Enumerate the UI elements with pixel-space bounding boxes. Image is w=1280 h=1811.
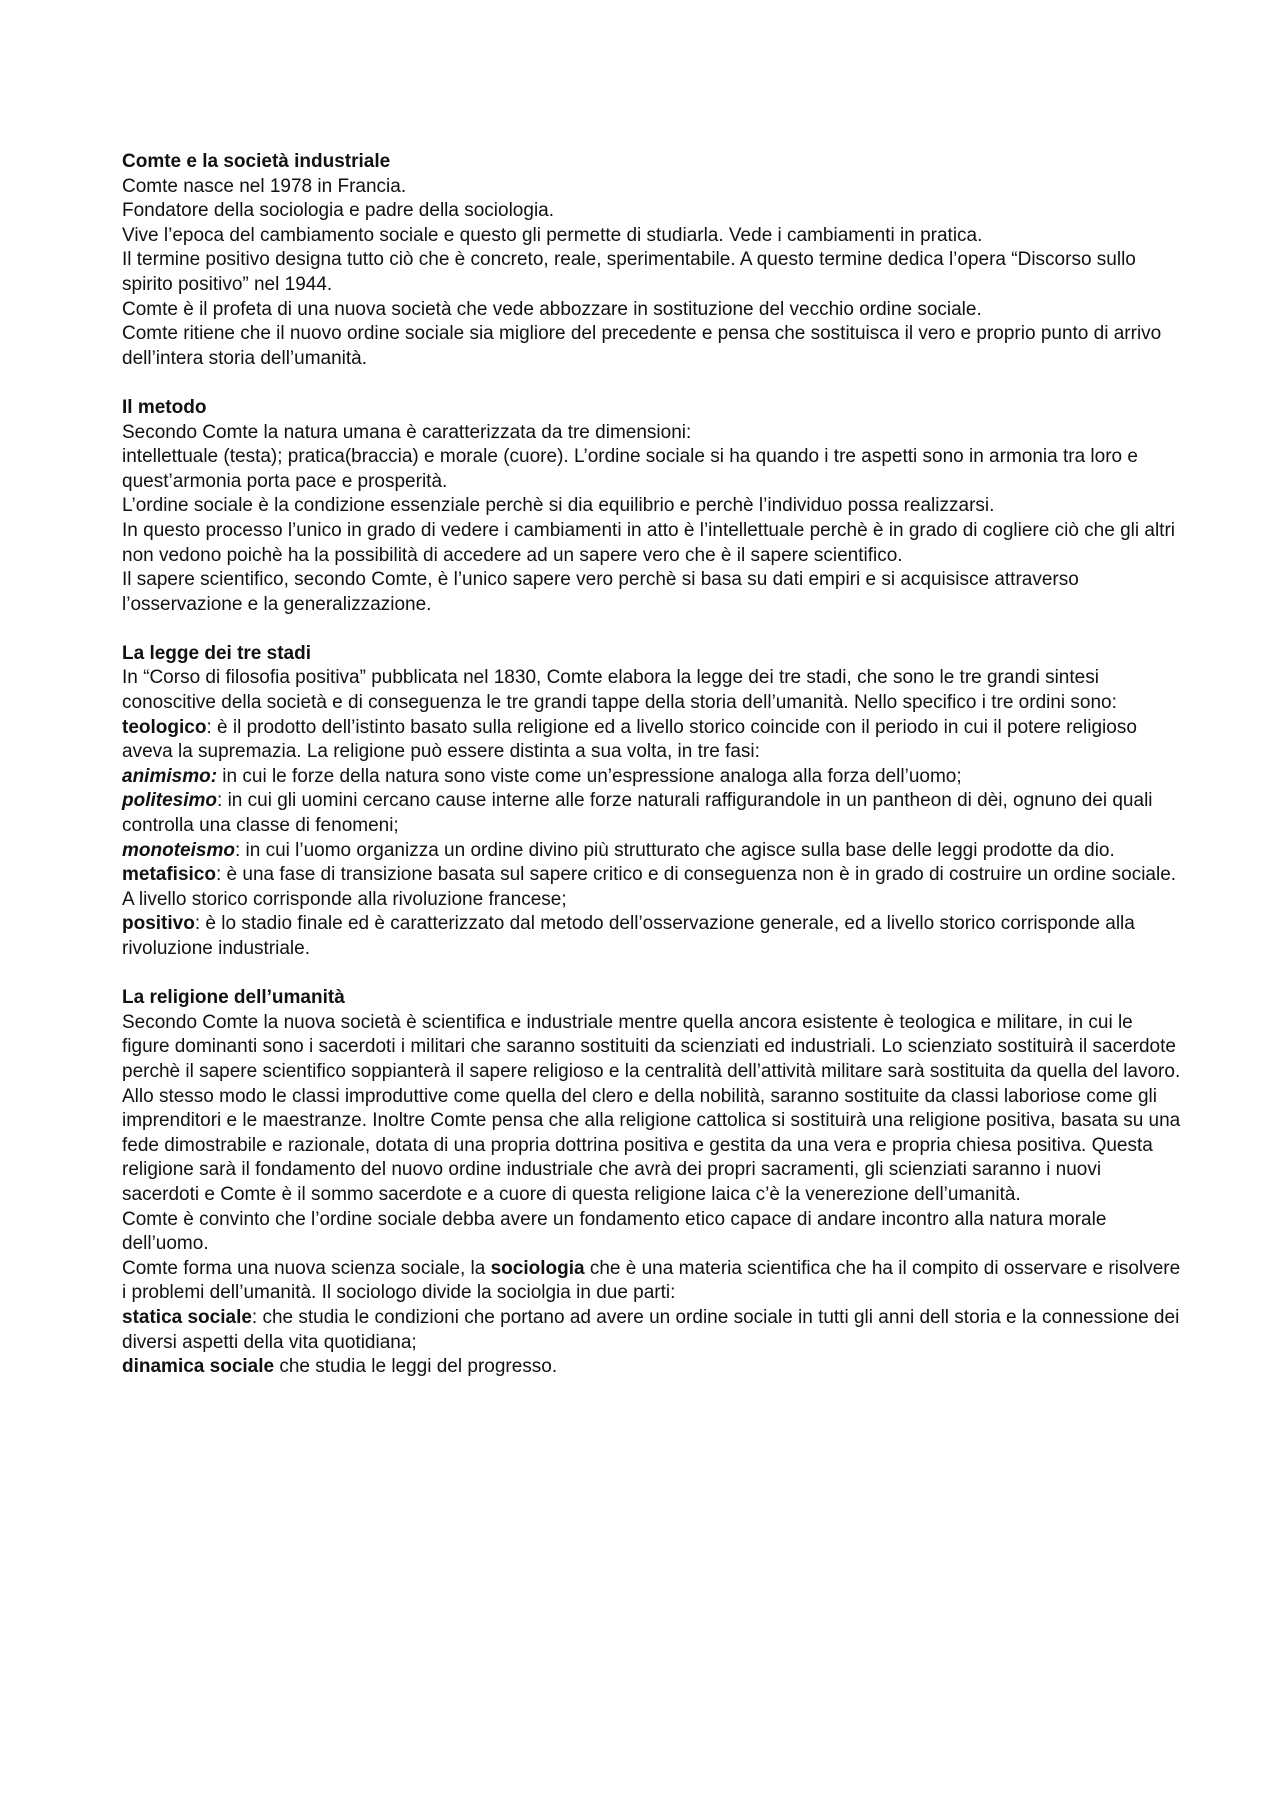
- paragraph-monoteismo: [122, 839, 1182, 864]
- term-description: che studia le leggi del progresso.: [274, 1356, 558, 1378]
- term-description: : è una fase di transizione basata sul sapere critico e di conseguenza non è in grado di costruire un ordine sociale. A livello storico corrisponde alla rivoluzione francese;: [122, 864, 1177, 910]
- paragraph-politesimo: [122, 789, 1182, 838]
- paragraph: Secondo Comte la nuova società è scientifica e industriale mentre quella ancora esistente è teologica e militare, in cui le figure dominanti sono i sacerdoti i militari che saranno sostituiti da scienziati ed industriali. Lo scienziato sostituirà il sacerdote perchè il sapere scientifico soppianterà il sapere religioso e la centralità dell’attività militare sarà sostituita da quella del lavoro. Allo stesso modo le classi improduttive come quella del clero e della nobilità, saranno sostituite da classi laboriose come gli imprenditori e le maestranze. Inoltre Comte pensa che alla religione cattolica si sostituirà una religione positiva, basata su una fede dimostrabile e razionale, dotata di una propria dottrina positiva e gestita da una vera e propria chiesa positiva. Questa religione sarà il fondamento del nuovo ordine industriale che avrà dei propri sacramenti, gli scienziati saranno i nuovi sacerdoti e Comte è il sommo sacerdote e a cuore di questa religione laica c’è la venerezione dell’umanità.: [122, 1011, 1181, 1205]
- paragraph: Vive l’epoca del cambiamento sociale e questo gli permette di studiarla. Vede i cambiamenti in pratica.: [122, 224, 983, 246]
- paragraph: L’ordine sociale è la condizione essenziale perchè si dia equilibrio e perchè l’individuo possa realizzarsi.: [122, 495, 995, 517]
- section-heading: La legge dei tre stadi: [122, 642, 311, 664]
- paragraph: In questo processo l’unico in grado di vedere i cambiamenti in atto è l’intellettuale perchè è in grado di cogliere ciò che gli altri non vedono poichè ha la possibilità di accedere ad un sapere vero che è il sapere scientifico.: [122, 519, 1175, 566]
- term-metafisico: metafisico: [122, 864, 216, 886]
- paragraph-dinamica-sociale: [122, 1355, 1182, 1380]
- paragraph: In “Corso di filosofia positiva” pubblicata nel 1830, Comte elabora la legge dei tre stadi, che sono le tre grandi sintesi conoscitive della società e di conseguenza le tre grandi tappe della storia dell’umanità. Nello specifico i tre ordini sono:: [122, 667, 1117, 714]
- paragraph: Comte ritiene che il nuovo ordine sociale sia migliore del precedente e pensa che sostituisca il vero e proprio punto di arrivo dell’intera storia dell’umanità.: [122, 323, 1162, 369]
- paragraph-statica-sociale: [122, 1306, 1182, 1355]
- term-description: : che studia le condizioni che portano ad avere un ordine sociale in tutti gli anni dell storia e la connessione dei diversi aspetti della vita quotidiana;: [122, 1306, 1180, 1353]
- paragraph: Comte è il profeta di una nuova società che vede abbozzare in sostituzione del vecchio ordine sociale.: [122, 298, 982, 320]
- paragraph: intellettuale (testa); pratica(braccia) e morale (cuore). L’ordine sociale si ha quando i tre aspetti sono in armonia tra loro e quest’armonia porta pace e prosperità.: [122, 446, 1138, 492]
- paragraph-animismo: [122, 765, 1182, 790]
- paragraph: Comte nasce nel 1978 in Francia.: [122, 175, 407, 197]
- term-description: : in cui gli uomini cercano cause interne alle forze naturali raffigurandole in un pantheon di dèi, ognuno dei quali controlla una classe di fenomeni;: [122, 790, 1153, 837]
- term-animismo: animismo:: [122, 765, 218, 787]
- section-heading: Il metodo: [122, 396, 207, 418]
- term-description: : è lo stadio finale ed è caratterizzato dal metodo dell’osservazione generale, ed a livello storico corrisponde alla rivoluzione industriale.: [122, 913, 1135, 959]
- section-il-metodo: [122, 396, 1182, 617]
- term-statica-sociale: statica sociale: [122, 1306, 252, 1328]
- term-dinamica-sociale: dinamica sociale: [122, 1356, 275, 1378]
- paragraph: Secondo Comte la natura umana è caratterizzata da tre dimensioni:: [122, 421, 692, 443]
- section-heading: La religione dell’umanità: [122, 987, 345, 1009]
- paragraph: Comte è convinto che l’ordine sociale debba avere un fondamento etico capace di andare incontro alla natura morale dell’uomo.: [122, 1208, 1107, 1255]
- term-teologico: teologico: [122, 716, 207, 738]
- term-sociologia: sociologia: [490, 1257, 585, 1279]
- paragraph-positivo: [122, 912, 1182, 961]
- paragraph-teologico: [122, 716, 1182, 765]
- section-heading: Comte e la società industriale: [122, 151, 391, 172]
- paragraph: Fondatore della sociologia e padre della sociologia.: [122, 200, 555, 222]
- paragraph-sociologia: [122, 1257, 1182, 1306]
- term-politesimo: politesimo: [122, 790, 218, 812]
- section-legge-tre-stadi: [122, 642, 1182, 962]
- term-description: : è il prodotto dell’istinto basato sulla religione ed a livello storico coincide con il periodo in cui il potere religioso aveva la supremazia. La religione può essere distinta a sua volta, in tre fasi:: [122, 716, 1137, 763]
- paragraph: Il termine positivo designa tutto ciò che è concreto, reale, sperimentabile. A questo termine dedica l’opera “Discorso sullo spirito positivo” nel 1944.: [122, 249, 1136, 295]
- term-monoteismo: monoteismo: [122, 839, 235, 861]
- text-run: che è una materia scientifica che ha il compito di osservare e risolvere i problemi dell’umanità. Il sociologo divide la sociolgia in due parti:: [122, 1257, 1181, 1304]
- document-page: [122, 150, 1182, 1404]
- term-positivo: positivo: [122, 913, 195, 935]
- section-religione-umanita: [122, 986, 1182, 1380]
- section-comte-societa-industriale: [122, 150, 1182, 371]
- text-run: Comte forma una nuova scienza sociale, la: [122, 1257, 491, 1279]
- term-description: : in cui l’uomo organizza un ordine divino più strutturato che agisce sulla base delle leggi prodotte da dio.: [234, 839, 1115, 861]
- paragraph-metafisico: [122, 863, 1182, 912]
- paragraph: Il sapere scientifico, secondo Comte, è l’unico sapere vero perchè si basa su dati empiri e si acquisisce attraverso l’osservazione e la generalizzazione.: [122, 569, 1079, 615]
- term-description: in cui le forze della natura sono viste come un’espressione analoga alla forza dell’uomo;: [217, 765, 962, 787]
